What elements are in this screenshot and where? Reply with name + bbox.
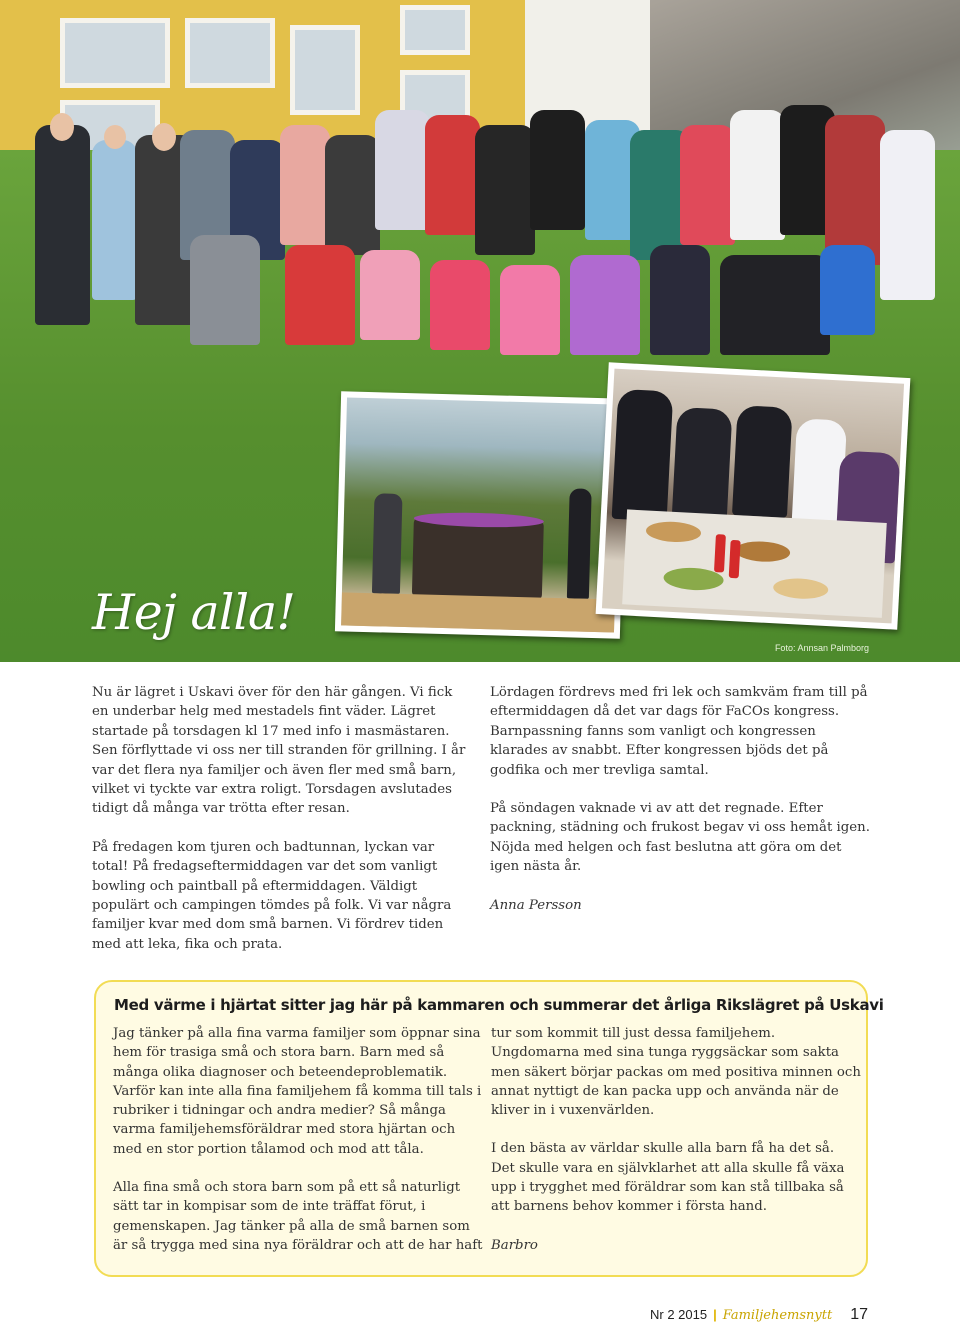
page-title: Hej alla! [92,584,295,641]
footer-separator: | [713,1307,717,1322]
info-box-paragraph: tur som kommit till just dessa familjehem. Ungdomarna med sina tunga ryggsäckar som sakta men säkert börjar packas om med positiva minnen och annat nyttigt de kan packa upp och använda när de kliver in i vuxenvärlden. [491,1026,861,1119]
article-paragraph: På fredagen kom tjuren och badtunnan, lyckan var total! På fredagseftermiddagen var det som vanligt bowling och paintball på eftermiddagen. Väldigt populärt och campingen tömdes på folk. Vi var några familjer kvar med dom små barnen. Vi fördrev tiden med att leka, fika och prata. [92,839,452,952]
hot-tub-photo [335,391,626,638]
page-footer [650,1306,868,1324]
article-paragraph: Lördagen fördrevs med fri lek och samkväm fram till på eftermiddagen då det var dags för FaCOs kongress. Barnpassning fanns som vanligt och kongressen klarades av snabbt. Efter kongressen bjöds det på godfika och mer trevliga samtal. [490,685,868,778]
article-left-column [92,683,472,973]
info-box-paragraph: Jag tänker på alla fina varma familjer som öppnar sina hem för trasiga små och stora barn. Barn med så många olika diagnoser och beteendeproblematik. Varför kan inte alla fina familjehem få komma till tals i rubriker i tidningar och andra medier? Så många varma familjehemsföräldrar med stora hjärtan och med en stor portion tålamod och mod att tåla. [113,1026,482,1157]
info-box-paragraph: Alla fina små och stora barn som på ett så naturligt sätt tar in kompisar som de inte träffat förut, i gemenskapen. Jag tänker på alla de små barnen som är så trygga med sina nya föräldrar och att de har haft [113,1180,483,1253]
hero-image [0,0,960,662]
article-paragraph: Nu är lägret i Uskavi över för den här gången. Vi fick en underbar helg med mestadels fint väder. Lägret startade på torsdagen kl 17 med info i masmästaren. Sen förflyttade vi oss ner till stranden för grillning. I år var det flera nya familjer och även fler med små barn, vilket vi tyckte var extra roligt. Torsdagen avslutades tidigt då många var trötta efter resan. [92,685,466,817]
page-number: 17 [850,1306,868,1323]
info-box-right-column [491,1024,861,1274]
article-right-column [490,683,870,934]
group-photo-crowd [30,85,960,375]
photo-credit: Foto: Annsan Palmborg [774,643,869,653]
magazine-name: Familjehemsnytt [722,1308,833,1323]
article-paragraph: På söndagen vaknade vi av att det regnade. Efter packning, städning och frukost begav vi oss hemåt igen. Nöjda med helgen och fast beslutna att göra om det igen nästa år. [490,801,870,875]
info-box-signature: Barbro [491,1237,538,1253]
info-box-title: Med värme i hjärtat sitter jag här på kammaren och summerar det årliga Rikslägret på Uskavi [114,996,884,1014]
issue-number: Nr 2 2015 [649,1307,708,1322]
article-signature: Anna Persson [490,897,582,913]
buffet-photo [596,362,911,629]
info-box-paragraph: I den bästa av världar skulle alla barn få ha det så. Det skulle vara en självklarhet att alla skulle få växa upp i trygghet med föräldrar som kan stå tillbaka så att barnens behov kommer i första hand. [491,1141,845,1215]
info-box [94,980,884,1277]
info-box-left-column [113,1024,483,1274]
